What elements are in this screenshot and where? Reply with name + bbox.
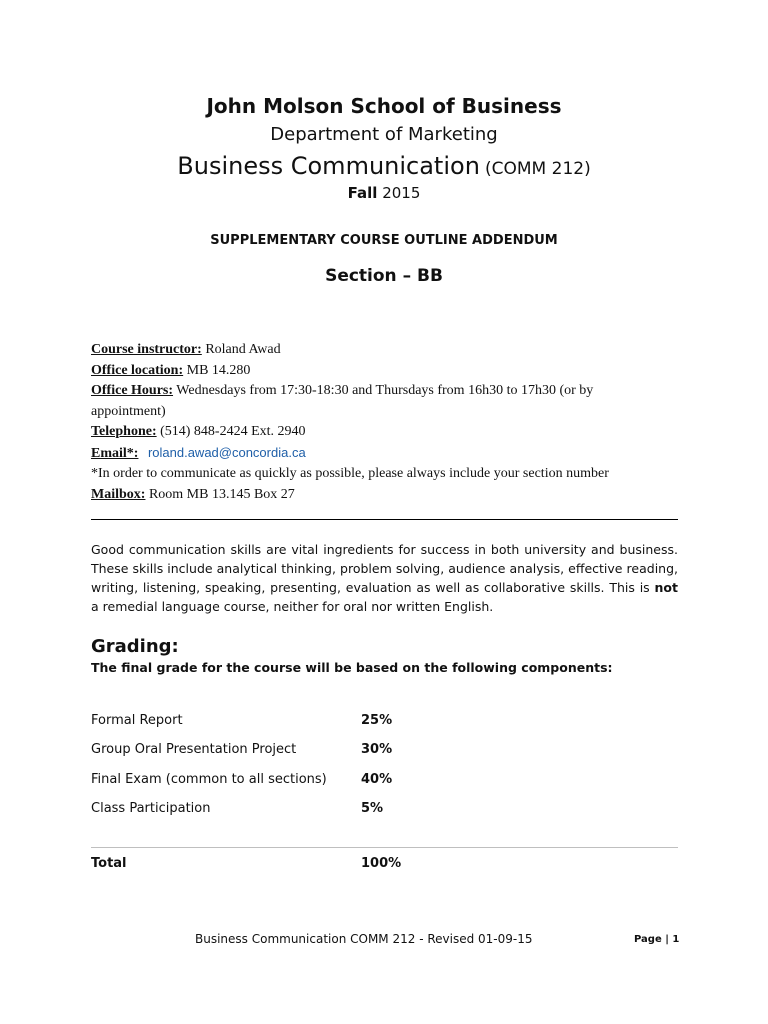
intro-text-end: a remedial language course, neither for oral nor written English. (91, 599, 494, 614)
contact-block (91, 340, 681, 505)
hours-value: Wednesdays from 17:30-18:30 and Thursdays from 16h30 to 17h30 (or by (176, 383, 594, 398)
hours-line (91, 381, 681, 402)
hours-continued: appointment) (91, 403, 166, 419)
department-name: Department of Marketing (270, 124, 498, 145)
grade-weight: 25% (361, 713, 393, 728)
grade-row (91, 713, 691, 728)
grade-weight: 30% (361, 742, 393, 757)
grading-heading: Grading: (91, 636, 179, 657)
school-name: John Molson School of Business (206, 94, 562, 118)
mailbox-label: Mailbox: (91, 486, 146, 502)
phone-line (91, 422, 681, 443)
intro-emphasis: not (654, 580, 678, 595)
grade-component: Group Oral Presentation Project (91, 742, 297, 757)
intro-text-start: Good communication skills are vital ingredients for success in both university and business. These skills include analytical thinking, problem solving, audience analysis, effective reading, writing, listening, speaking, presenting, evaluation as well as collaborative skills. This is (91, 542, 678, 595)
hours-label: Office Hours: (91, 383, 174, 398)
intro-paragraph (91, 540, 678, 616)
addendum-title: SUPPLEMENTARY COURSE OUTLINE ADDENDUM (210, 233, 558, 248)
grade-component: Formal Report (91, 713, 183, 728)
email-label: Email*: (91, 445, 139, 461)
grade-component: Class Participation (91, 801, 211, 816)
instructor-line (91, 340, 681, 361)
total-divider (91, 847, 678, 848)
total-value: 100% (361, 856, 402, 871)
mailbox-line (91, 485, 681, 506)
term (0, 184, 768, 202)
section-title: Section – BB (325, 266, 443, 286)
page-number: Page | 1 (634, 934, 680, 945)
course-code: (COMM 212) (485, 159, 591, 179)
total-label: Total (91, 856, 127, 871)
mailbox-value: Room MB 13.145 Box 27 (148, 486, 295, 502)
grading-subtitle: The final grade for the course will be based on the following components: (91, 660, 613, 675)
phone-value: (514) 848-2424 Ext. 2940 (160, 424, 306, 439)
grade-component: Final Exam (common to all sections) (91, 772, 327, 787)
email-link[interactable]: roland.awad@concordia.ca (147, 444, 306, 460)
email-line (91, 443, 681, 465)
footer-text: Business Communication COMM 212 - Revised 01-09-15 (195, 932, 533, 946)
course-title-line (0, 152, 768, 180)
grade-weight: 5% (361, 801, 384, 816)
office-label: Office location: (91, 362, 184, 378)
grade-row (91, 742, 691, 757)
instructor-value: Roland Awad (205, 342, 281, 357)
term-year: 2015 (382, 184, 421, 202)
instructor-label: Course instructor: (91, 342, 202, 357)
grade-weight: 40% (361, 772, 393, 787)
course-title: Business Communication (177, 152, 480, 180)
grade-row (91, 801, 691, 816)
office-value: MB 14.280 (186, 362, 251, 378)
term-season: Fall (347, 184, 378, 202)
phone-label: Telephone: (91, 424, 157, 439)
email-note: *In order to communicate as quickly as possible, please always include your section number (91, 466, 609, 481)
contact-divider (91, 519, 678, 520)
office-line (91, 361, 681, 382)
grade-row (91, 772, 691, 787)
total-row (91, 856, 691, 871)
